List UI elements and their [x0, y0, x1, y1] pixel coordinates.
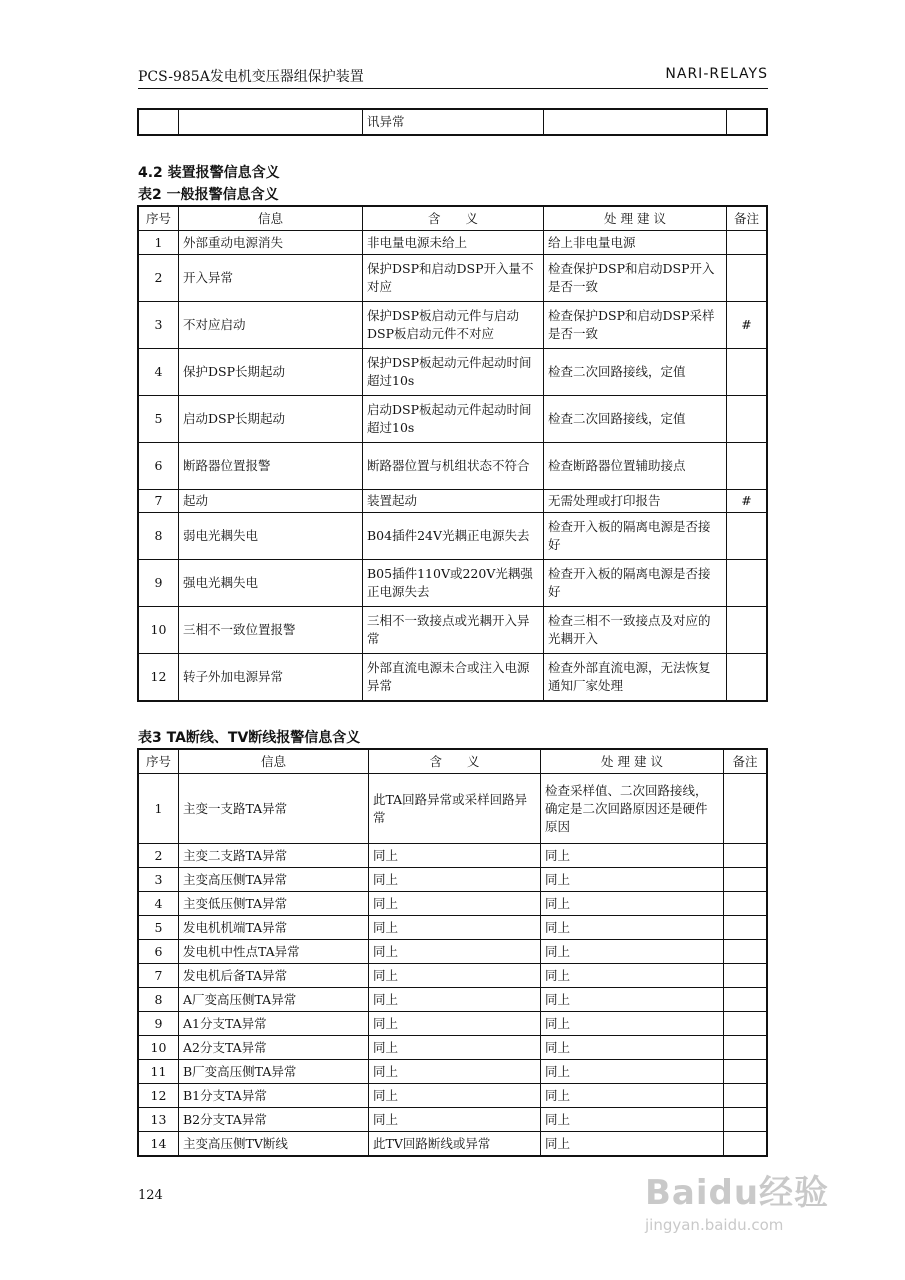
- table-row: [139, 964, 767, 988]
- table-cell: 8: [139, 513, 179, 560]
- table-cell: 同上: [541, 1108, 724, 1132]
- table-cell: 主变高压侧TV断线: [179, 1132, 369, 1156]
- table-row: [139, 349, 767, 396]
- table-cell: 转子外加电源异常: [179, 654, 363, 701]
- column-header: 处 理 建 议: [541, 750, 724, 774]
- table-cell: 8: [139, 988, 179, 1012]
- company-name: NARI-RELAYS: [665, 66, 768, 82]
- table-cell: 给上非电量电源: [544, 231, 727, 255]
- table-header-row: [139, 750, 767, 774]
- table-cell: #: [727, 302, 767, 349]
- table-cell: 同上: [369, 916, 541, 940]
- table-cell: 断路器位置报警: [179, 443, 363, 490]
- table-cell: 主变高压侧TA异常: [179, 868, 369, 892]
- table-cell: 12: [139, 654, 179, 701]
- table-row: [139, 110, 767, 135]
- table-cell: [724, 868, 767, 892]
- table-cell: 2: [139, 844, 179, 868]
- table-cell: [724, 1012, 767, 1036]
- table-cell: [727, 654, 767, 701]
- column-header: 含 义: [369, 750, 541, 774]
- table-cell: 不对应启动: [179, 302, 363, 349]
- column-header: 序号: [139, 207, 179, 231]
- table-row: [139, 513, 767, 560]
- table-cell: 同上: [541, 844, 724, 868]
- table-cell: 4: [139, 349, 179, 396]
- table-fragment: [138, 109, 767, 135]
- table-cell: 检查断路器位置辅助接点: [544, 443, 727, 490]
- table-cell: B05插件110V或220V光耦强正电源失去: [363, 560, 544, 607]
- table-cell: [724, 1108, 767, 1132]
- table-cell: [727, 255, 767, 302]
- table-cell: 同上: [541, 1036, 724, 1060]
- table-cell: 9: [139, 1012, 179, 1036]
- table-cell: 检查保护DSP和启动DSP采样是否一致: [544, 302, 727, 349]
- table-cell: [727, 443, 767, 490]
- table-cell: [727, 110, 767, 135]
- table3-ta-tv-alarms: [138, 749, 767, 1156]
- table-cell: [724, 916, 767, 940]
- column-header: 信息: [179, 750, 369, 774]
- table-cell: [724, 1084, 767, 1108]
- table-cell: 同上: [369, 868, 541, 892]
- table-cell: 检查二次回路接线，定值: [544, 349, 727, 396]
- table-cell: 检查二次回路接线，定值: [544, 396, 727, 443]
- table-cell: 12: [139, 1084, 179, 1108]
- table-cell: 启动DSP长期起动: [179, 396, 363, 443]
- table-cell: 同上: [541, 916, 724, 940]
- table-row: [139, 868, 767, 892]
- table-cell: 7: [139, 964, 179, 988]
- table-cell: 起动: [179, 490, 363, 513]
- table-cell: 10: [139, 607, 179, 654]
- table-cell: 此TA回路异常或采样回路异常: [369, 774, 541, 844]
- table-cell: 同上: [541, 1084, 724, 1108]
- table-cell: B1分支TA异常: [179, 1084, 369, 1108]
- table-cell: [544, 110, 727, 135]
- table-cell: [724, 964, 767, 988]
- document-title: PCS-985A发电机变压器组保护装置: [138, 69, 364, 85]
- table-cell: 非电量电源未给上: [363, 231, 544, 255]
- table-cell: [724, 940, 767, 964]
- table-cell: 主变低压侧TA异常: [179, 892, 369, 916]
- table-cell: 主变二支路TA异常: [179, 844, 369, 868]
- table-cell: 外部重动电源消失: [179, 231, 363, 255]
- table-cell: 10: [139, 1036, 179, 1060]
- table-cell: 同上: [369, 1060, 541, 1084]
- table-cell: [727, 560, 767, 607]
- table-row: [139, 1108, 767, 1132]
- table-cell: [139, 110, 179, 135]
- table-cell: [727, 231, 767, 255]
- table-cell: 保护DSP和启动DSP开入量不对应: [363, 255, 544, 302]
- table-cell: 外部直流电源未合或注入电源异常: [363, 654, 544, 701]
- table-row: [139, 774, 767, 844]
- table-cell: 启动DSP板起动元件起动时间超过10s: [363, 396, 544, 443]
- column-header: 备注: [727, 207, 767, 231]
- table-cell: 同上: [369, 940, 541, 964]
- table-row: [139, 560, 767, 607]
- table-cell: #: [727, 490, 767, 513]
- table-cell: [724, 1060, 767, 1084]
- table-row: [139, 302, 767, 349]
- table-row: [139, 1036, 767, 1060]
- table-cell: 保护DSP板启动元件与启动DSP板启动元件不对应: [363, 302, 544, 349]
- table-cell: 检查保护DSP和启动DSP开入是否一致: [544, 255, 727, 302]
- table-row: [139, 396, 767, 443]
- table-cell: 同上: [541, 988, 724, 1012]
- table-cell: 11: [139, 1060, 179, 1084]
- table-cell: 同上: [541, 964, 724, 988]
- page-header: [138, 64, 768, 89]
- table-cell: 发电机中性点TA异常: [179, 940, 369, 964]
- table-cell: 同上: [369, 1084, 541, 1108]
- table-cell: 断路器位置与机组状态不符合: [363, 443, 544, 490]
- table-cell: 同上: [369, 1108, 541, 1132]
- table-cell: 3: [139, 302, 179, 349]
- table-cell: 保护DSP长期起动: [179, 349, 363, 396]
- table-row: [139, 1012, 767, 1036]
- table-cell: 13: [139, 1108, 179, 1132]
- table-cell: B厂变高压侧TA异常: [179, 1060, 369, 1084]
- table-cell: 14: [139, 1132, 179, 1156]
- table-cell: 三相不一致接点或光耦开入异常: [363, 607, 544, 654]
- table-cell: 检查外部直流电源，无法恢复通知厂家处理: [544, 654, 727, 701]
- table-cell: [179, 110, 363, 135]
- table-cell: 6: [139, 443, 179, 490]
- table-cell: 同上: [541, 1132, 724, 1156]
- section-title: 4.2 装置报警信息含义: [138, 165, 280, 181]
- table2-general-alarms: [138, 206, 767, 701]
- table-cell: [724, 844, 767, 868]
- table-cell: 弱电光耦失电: [179, 513, 363, 560]
- table-cell: B2分支TA异常: [179, 1108, 369, 1132]
- table-row: [139, 844, 767, 868]
- table-cell: 同上: [541, 1012, 724, 1036]
- table-cell: 无需处理或打印报告: [544, 490, 727, 513]
- table-row: [139, 892, 767, 916]
- table-cell: 同上: [369, 1036, 541, 1060]
- table2-caption: 表2 一般报警信息含义: [138, 187, 279, 203]
- column-header: 含 义: [363, 207, 544, 231]
- table-row: [139, 1060, 767, 1084]
- table-cell: [724, 892, 767, 916]
- table-cell: 保护DSP板起动元件起动时间超过10s: [363, 349, 544, 396]
- table-cell: 检查开入板的隔离电源是否接好: [544, 560, 727, 607]
- table-cell: 1: [139, 231, 179, 255]
- table-row: [139, 916, 767, 940]
- table-cell: 此TV回路断线或异常: [369, 1132, 541, 1156]
- table-cell: [724, 1132, 767, 1156]
- table-cell: 1: [139, 774, 179, 844]
- table-row: [139, 443, 767, 490]
- table-cell: 同上: [369, 1012, 541, 1036]
- watermark: [645, 1165, 845, 1245]
- table-row: [139, 654, 767, 701]
- table-cell: B04插件24V光耦正电源失去: [363, 513, 544, 560]
- table-cell: 发电机后备TA异常: [179, 964, 369, 988]
- table-row: [139, 607, 767, 654]
- table-cell: 三相不一致位置报警: [179, 607, 363, 654]
- table-cell: A2分支TA异常: [179, 1036, 369, 1060]
- column-header: 信息: [179, 207, 363, 231]
- column-header: 序号: [139, 750, 179, 774]
- table-cell: A1分支TA异常: [179, 1012, 369, 1036]
- table-cell: 讯异常: [363, 110, 544, 135]
- table-cell: 检查三相不一致接点及对应的光耦开入: [544, 607, 727, 654]
- table-row: [139, 1132, 767, 1156]
- table-row: [139, 255, 767, 302]
- table-cell: 同上: [541, 868, 724, 892]
- table-cell: 同上: [541, 892, 724, 916]
- table-cell: 同上: [541, 940, 724, 964]
- table-cell: [727, 349, 767, 396]
- table-cell: 开入异常: [179, 255, 363, 302]
- watermark-url: jingyan.baidu.com: [645, 1216, 784, 1234]
- table-header-row: [139, 207, 767, 231]
- table-cell: 6: [139, 940, 179, 964]
- table-cell: 检查采样值、二次回路接线，确定是二次回路原因还是硬件原因: [541, 774, 724, 844]
- table-cell: 4: [139, 892, 179, 916]
- table-cell: 2: [139, 255, 179, 302]
- page-number: 124: [138, 1188, 163, 1203]
- column-header: 备注: [724, 750, 767, 774]
- table-row: [139, 988, 767, 1012]
- table-row: [139, 231, 767, 255]
- table-cell: [724, 988, 767, 1012]
- table-row: [139, 490, 767, 513]
- table-row: [139, 940, 767, 964]
- table-cell: 7: [139, 490, 179, 513]
- table-cell: A厂变高压侧TA异常: [179, 988, 369, 1012]
- table-cell: [727, 513, 767, 560]
- table-cell: [727, 607, 767, 654]
- table-cell: 装置起动: [363, 490, 544, 513]
- table-cell: 同上: [369, 892, 541, 916]
- table-row: [139, 1084, 767, 1108]
- table-cell: 强电光耦失电: [179, 560, 363, 607]
- column-header: 处 理 建 议: [544, 207, 727, 231]
- table-cell: 5: [139, 916, 179, 940]
- table-cell: 发电机机端TA异常: [179, 916, 369, 940]
- table-cell: 检查开入板的隔离电源是否接好: [544, 513, 727, 560]
- table-cell: [724, 1036, 767, 1060]
- table-cell: 同上: [369, 988, 541, 1012]
- table-cell: 同上: [541, 1060, 724, 1084]
- table-cell: 5: [139, 396, 179, 443]
- table-cell: [727, 396, 767, 443]
- table-cell: [724, 774, 767, 844]
- table-cell: 3: [139, 868, 179, 892]
- watermark-logo: Baidu经验: [645, 1173, 830, 1213]
- table-cell: 同上: [369, 964, 541, 988]
- table-cell: 同上: [369, 844, 541, 868]
- table3-caption: 表3 TA断线、TV断线报警信息含义: [138, 730, 361, 746]
- table-cell: 9: [139, 560, 179, 607]
- table-cell: 主变一支路TA异常: [179, 774, 369, 844]
